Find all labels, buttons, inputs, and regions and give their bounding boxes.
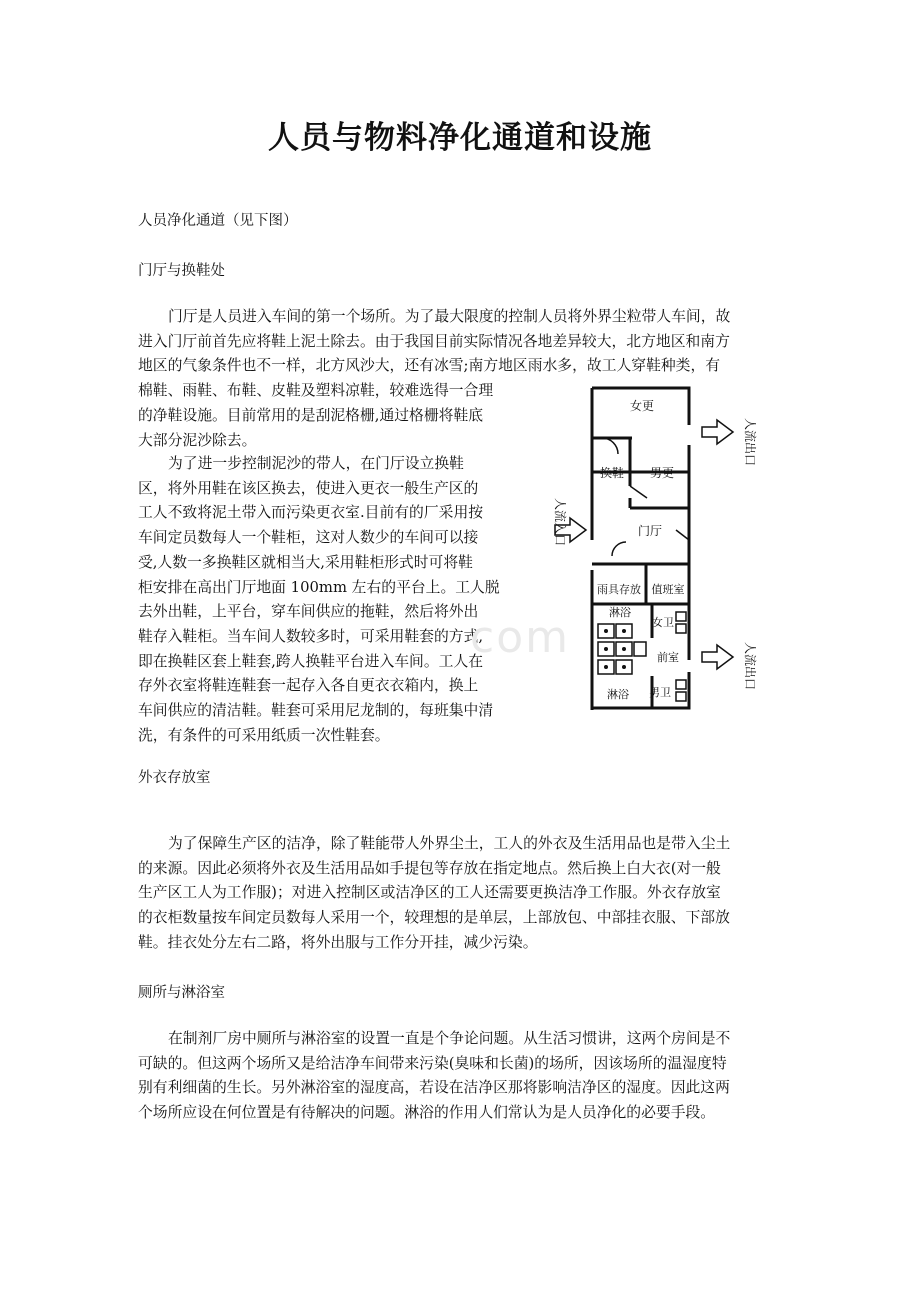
text-line: 进入门厅前首先应将鞋上泥土除去。由于我国目前实际情况各地差异较大，北方地区和南方 — [138, 332, 730, 350]
text-line: 柜安排在高出门厅地面 100mm 左右的平台上。工人脱 — [138, 578, 500, 596]
exit-label-top: 人流出口 — [743, 418, 757, 467]
text-line: 门厅是人员进入车间的第一个场所。为了最大限度的控制人员将外界尘粒带人车间，故 — [168, 308, 731, 325]
subsection-heading-coat-room: 外衣存放室 — [138, 770, 211, 786]
door-swing — [602, 438, 618, 454]
text-line: 在制剂厂房中厕所与淋浴室的设置一直是个争论问题。从生活习惯讲，这两个房间是不 — [168, 1030, 731, 1047]
shower-head — [622, 665, 626, 669]
text-line: 车间定员数每人一个鞋柜，这对人数少的车间可以接 — [138, 529, 479, 547]
text-line: 棉鞋、雨鞋、布鞋、皮鞋及塑料凉鞋，较难选得一合理 — [138, 382, 494, 400]
text-line: 个场所应设在何位置是有待解决的问题。淋浴的作用人们常认为是人员净化的必要手段。 — [138, 1104, 716, 1122]
room-label-lobby: 门厅 — [637, 524, 663, 538]
text-line: 为了进一步控制泥沙的带人，在门厅设立换鞋 — [168, 455, 464, 472]
toilet-fixture — [676, 680, 686, 689]
text-line: 车间供应的清洁鞋。鞋套可采用尼龙制的，每班集中清 — [138, 702, 494, 720]
subsection-heading-lobby: 门厅与换鞋处 — [138, 263, 225, 279]
entrance-label: 人流入口 — [553, 498, 567, 547]
room-label-duty-room: 值班室 — [651, 583, 685, 596]
text-line: 受,人数一多换鞋区就相当大,采用鞋柜形式时可将鞋 — [138, 553, 473, 571]
text-line: 别有利细菌的生长。另外淋浴室的湿度高，若设在洁净区那将影响洁净区的湿度。因此这两 — [138, 1079, 730, 1097]
text-line: 去外出鞋，上平台，穿车间供应的拖鞋，然后将外出 — [138, 603, 479, 621]
text-line: 工人不致将泥土带入而污染更衣室.目前有的厂采用按 — [138, 504, 484, 522]
room-label-front-room: 前室 — [657, 651, 679, 664]
page-title: 人员与物料净化通道和设施 — [268, 120, 652, 156]
text-line: 即在换鞋区套上鞋套,跨人换鞋平台进入车间。工人在 — [138, 652, 484, 670]
paragraph-coat-room — [138, 832, 790, 956]
text-line: 生产区工人为工作服)；对进入控制区或洁净区的工人还需要更换洁净工作服。外衣存放室 — [138, 884, 721, 902]
room-label-shower-top: 淋浴 — [609, 606, 631, 619]
text-line: 区，将外用鞋在该区换去，使进入更衣一般生产区的 — [138, 479, 479, 497]
subsection-heading-toilet-shower: 厕所与淋浴室 — [138, 985, 225, 1001]
watermark: com — [470, 612, 570, 663]
floor-plan-figure — [552, 380, 762, 710]
room-label-men-change: 男更 — [649, 466, 675, 480]
text-line: 存外衣室将鞋连鞋套一起存入各自更衣衣箱内，换上 — [138, 677, 479, 695]
room-label-women-change: 女更 — [629, 399, 655, 413]
room-label-women-toilet: 女卫 — [652, 616, 674, 629]
text-line: 大部分泥沙除去。 — [138, 431, 257, 449]
shower-head — [604, 647, 608, 651]
exit-label-bottom: 人流出口 — [743, 642, 757, 691]
text-line: 可缺的。但这两个场所又是给洁净车间带来污染(臭味和长菌)的场所，因该场所的温湿度特 — [138, 1054, 727, 1072]
exit-arrow-bottom — [702, 645, 733, 669]
toilet-fixture — [676, 612, 686, 621]
shower-stall — [634, 642, 646, 656]
text-line: 的衣柜数量按车间定员数每人采用一个，较理想的是单层，上部放包、中部挂衣服、下部放 — [138, 909, 730, 927]
room-label-shoe-change: 换鞋 — [599, 466, 625, 480]
paragraph-toilet-shower — [138, 1027, 790, 1126]
room-label-rain-gear: 雨具存放 — [597, 583, 641, 596]
toilet-fixture — [676, 692, 686, 701]
text-line: 的净鞋设施。目前常用的是刮泥格栅,通过格栅将鞋底 — [138, 406, 484, 424]
section-heading: 人员净化通道（见下图） — [138, 213, 298, 229]
room-label-shower-bottom: 淋浴 — [607, 688, 629, 701]
toilet-fixture — [676, 624, 686, 633]
shower-head — [622, 647, 626, 651]
door-swing — [676, 530, 689, 540]
text-line: 洗，有条件的可采用纸质一次性鞋套。 — [138, 726, 390, 744]
shower-head — [604, 665, 608, 669]
room-label-men-toilet: 男卫 — [649, 686, 671, 699]
text-line: 鞋。挂衣处分左右二路，将外出服与工作分开挂，减少污染。 — [138, 933, 538, 951]
text-line: 的来源。因此必须将外衣及生活用品如手提包等存放在指定地点。然后换上白大衣(对一般 — [138, 859, 721, 877]
shower-head — [622, 629, 626, 633]
shower-head — [604, 629, 608, 633]
text-line: 为了保障生产区的洁净，除了鞋能带人外界尘土，工人的外衣及生活用品也是带入尘土 — [168, 835, 731, 852]
text-line: 鞋存入鞋柜。当车间人数较多时，可采用鞋套的方式, — [138, 627, 484, 645]
door-swing — [630, 486, 647, 498]
exit-arrow-top — [702, 420, 733, 444]
text-line: 地区的气象条件也不一样，北方风沙大，还有冰雪;南方地区雨水多，故工人穿鞋种类，有 — [138, 357, 721, 375]
door-swing — [612, 542, 626, 556]
paragraph-shoe-change — [138, 452, 518, 748]
